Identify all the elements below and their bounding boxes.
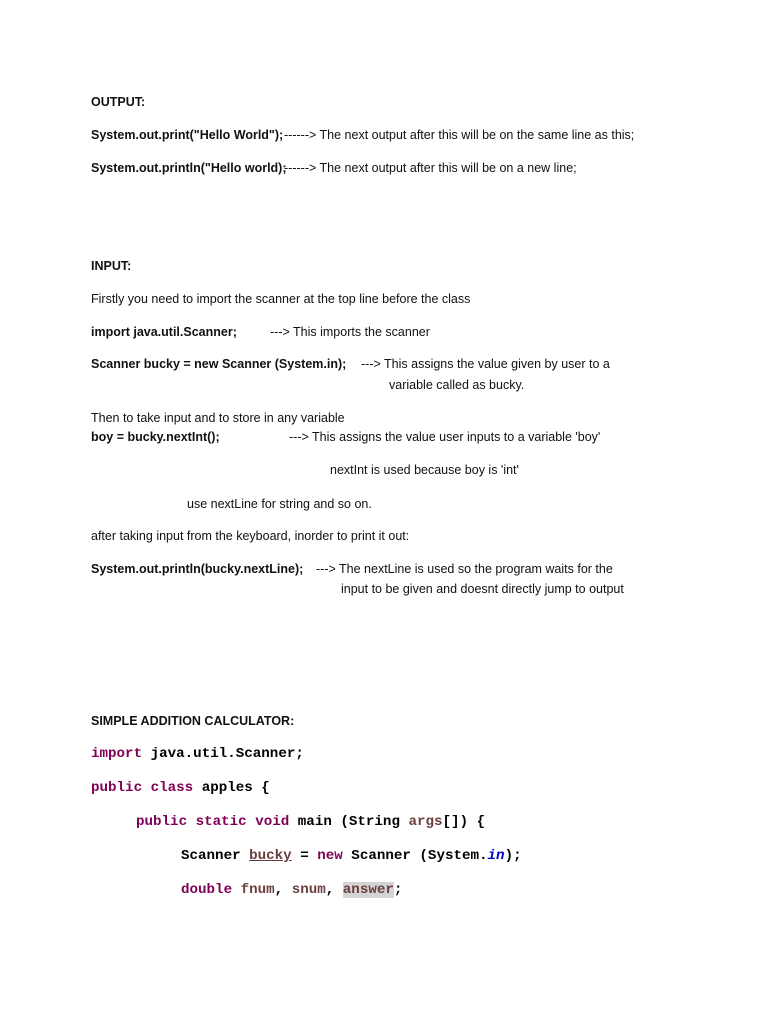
scanner-code: Scanner bucky = new Scanner (System.in);	[91, 357, 347, 371]
code-line-scanner	[181, 846, 522, 866]
boy-note: ---> This assigns the value user inputs to a variable 'boy'	[289, 430, 601, 444]
scanner-line-end: );	[504, 848, 522, 864]
code-line-double	[181, 880, 402, 900]
code-line-class	[91, 778, 270, 798]
separator: ,	[274, 882, 292, 898]
system-in-field: in	[487, 848, 505, 864]
main-signature-end: []) {	[442, 814, 486, 830]
print-note: ------> The next output after this will be on the same line as this;	[284, 128, 635, 142]
after-input-text: after taking input from the keyboard, inorder to print it out:	[91, 529, 410, 543]
println-code: System.out.println("Hello world);	[91, 161, 287, 175]
keyword-public: public	[136, 814, 188, 830]
scanner-note-line1: ---> This assigns the value given by user to a	[361, 357, 610, 371]
snum-variable: snum	[291, 882, 326, 898]
args-param: args	[408, 814, 443, 830]
print-code: System.out.print("Hello World");	[91, 128, 284, 142]
import-note: ---> This imports the scanner	[270, 325, 430, 339]
scanner-type: Scanner	[181, 848, 250, 864]
fnum-variable: fnum	[240, 882, 275, 898]
calculator-heading: SIMPLE ADDITION CALCULATOR:	[91, 714, 295, 728]
nextint-note: nextInt is used because boy is 'int'	[330, 463, 519, 477]
input-intro: Firstly you need to import the scanner at the top line before the class	[91, 292, 471, 306]
keyword-public: public	[91, 780, 143, 796]
import-target: java.util.Scanner;	[142, 746, 304, 762]
code-line-main	[136, 812, 485, 832]
boy-code: boy = bucky.nextInt();	[91, 430, 220, 444]
main-signature: main (String	[289, 814, 409, 830]
code-line-import	[91, 744, 304, 764]
println-note: ------> The next output after this will be on a new line;	[284, 161, 577, 175]
keyword-new: new	[317, 848, 343, 864]
take-input-text: Then to take input and to store in any variable	[91, 411, 345, 425]
separator: ,	[325, 882, 343, 898]
double-line-end: ;	[393, 882, 403, 898]
input-heading: INPUT:	[91, 259, 132, 273]
bucky-variable: bucky	[249, 848, 292, 864]
assign-operator: =	[291, 848, 318, 864]
keyword-class: class	[150, 780, 194, 796]
nextline-note: use nextLine for string and so on.	[187, 497, 372, 511]
answer-variable: answer	[342, 882, 394, 898]
keyword-double: double	[181, 882, 233, 898]
println-next-note-line1: ---> The nextLine is used so the program waits for the	[316, 562, 613, 576]
class-name: apples {	[193, 780, 270, 796]
scanner-constructor: Scanner (System.	[342, 848, 488, 864]
keyword-import: import	[91, 746, 143, 762]
keyword-void: void	[255, 814, 290, 830]
import-code: import java.util.Scanner;	[91, 325, 237, 339]
keyword-static: static	[195, 814, 247, 830]
println-next-code: System.out.println(bucky.nextLine);	[91, 562, 304, 576]
scanner-note-line2: variable called as bucky.	[389, 378, 525, 392]
output-heading: OUTPUT:	[91, 95, 146, 109]
println-next-note-line2: input to be given and doesnt directly jump to output	[341, 582, 624, 596]
